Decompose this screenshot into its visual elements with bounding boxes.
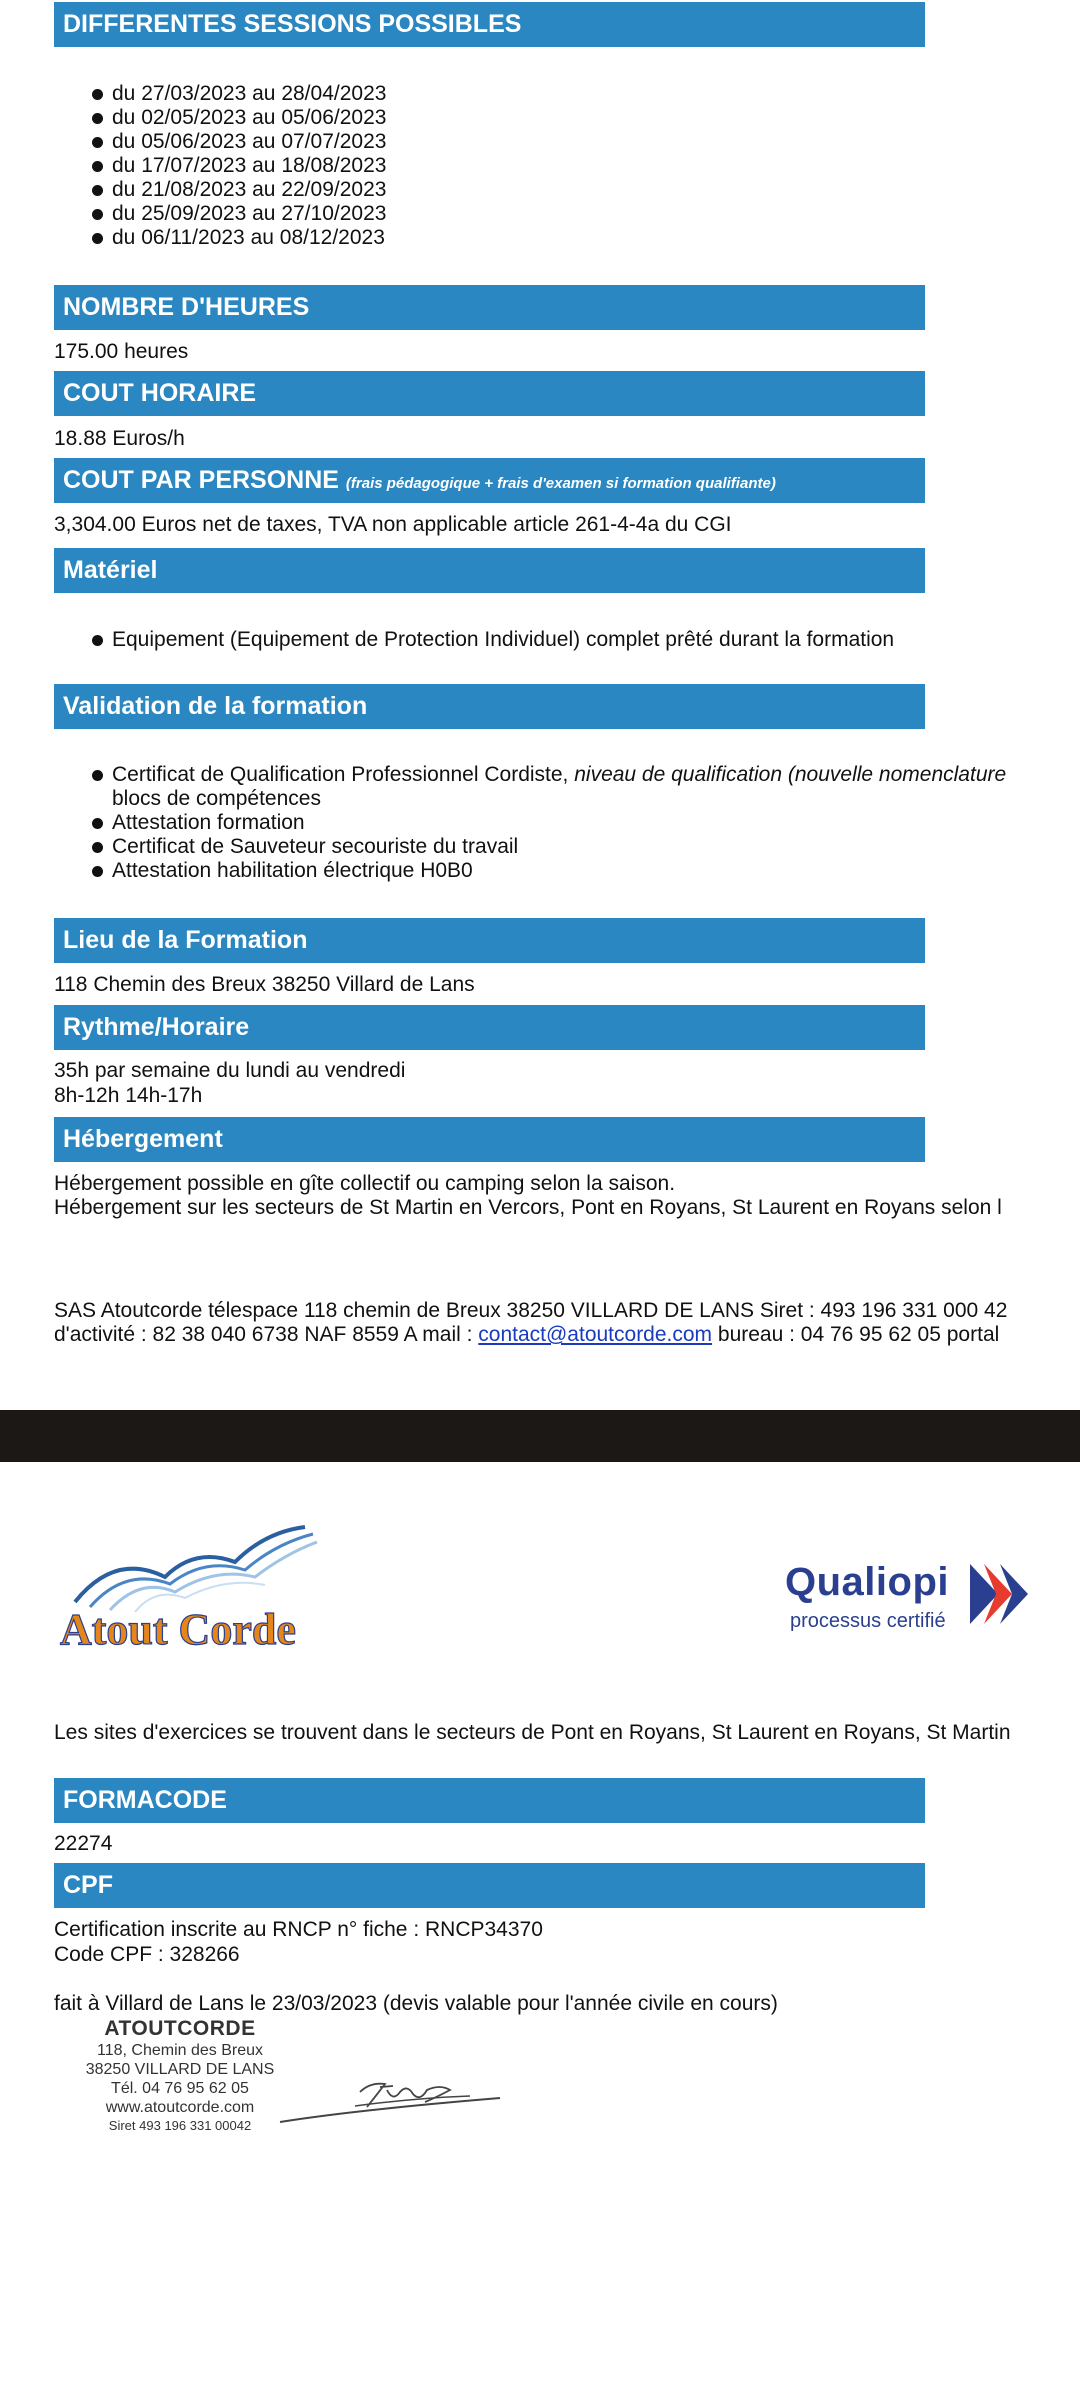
- session-item: du 27/03/2023 au 28/04/2023: [92, 82, 386, 106]
- footer-line-2-start: d'activité : 82 38 040 6738 NAF 8559 A mail :: [54, 1323, 479, 1346]
- footer-line-2-end: bureau : 04 76 95 62 05 portal: [712, 1323, 1000, 1346]
- stamp-line: www.atoutcorde.com: [105, 2099, 255, 2116]
- accommodation-line-2: Hébergement sur les secteurs de St Martin en Vercors, Pont en Royans, St Laurent en Royans selon l: [54, 1196, 1002, 1219]
- signature-date-text: fait à Villard de Lans le 23/03/2023 (devis valable pour l'année civile en cours): [54, 1992, 778, 2015]
- validation-item-main: Certificat de Qualification Professionnel Cordiste,: [112, 763, 575, 786]
- formacode-value: 22274: [54, 1832, 113, 1855]
- qualiopi-subtitle: processus certifié: [790, 1610, 946, 1632]
- stamp-line: Tél. 04 76 95 62 05: [111, 2080, 249, 2097]
- atout-corde-logo: [55, 1522, 345, 1652]
- stamp-title: ATOUTCORDE: [104, 2017, 256, 2040]
- equipment-item: Equipement (Equipement de Protection Individuel) complet prêté durant la formation: [92, 628, 894, 652]
- company-stamp: [70, 2017, 290, 2134]
- cost-per-person-header: [54, 458, 925, 503]
- session-item: du 05/06/2023 au 07/07/2023: [92, 130, 386, 154]
- session-item: du 02/05/2023 au 05/06/2023: [92, 106, 386, 130]
- exercise-sites-text: Les sites d'exercices se trouvent dans le secteurs de Pont en Royans, St Laurent en Royans, St Martin: [54, 1721, 1011, 1744]
- cost-per-person-subtitle: (frais pédagogique + frais d'examen si formation qualifiante): [345, 475, 776, 492]
- footer-email-link[interactable]: contact@atoutcorde.com: [478, 1323, 713, 1346]
- equipment-header: Matériel: [54, 548, 925, 593]
- session-item: du 17/07/2023 au 18/08/2023: [92, 154, 386, 178]
- session-item: du 21/08/2023 au 22/09/2023: [92, 178, 386, 202]
- qualiopi-word: Qualiopi: [785, 1560, 949, 1604]
- handwritten-signature: [275, 2062, 505, 2132]
- equipment-list: [92, 628, 894, 652]
- formacode-header: FORMACODE: [54, 1778, 925, 1823]
- hours-header: NOMBRE D'HEURES: [54, 285, 925, 330]
- cpf-header: CPF: [54, 1863, 925, 1908]
- schedule-header: Rythme/Horaire: [54, 1005, 925, 1050]
- accommodation-header: Hébergement: [54, 1117, 925, 1162]
- session-item: du 25/09/2023 au 27/10/2023: [92, 202, 386, 226]
- validation-item: Certificat de Sauveteur secouriste du travail: [92, 835, 1006, 859]
- validation-item-italic: niveau de qualification (nouvelle nomenclature: [574, 763, 1007, 786]
- validation-item: [92, 763, 1006, 811]
- accommodation-line-1: Hébergement possible en gîte collectif ou camping selon la saison.: [54, 1172, 676, 1195]
- cpf-line-1: Certification inscrite au RNCP n° fiche : RNCP34370: [54, 1918, 543, 1941]
- cpf-line-2: Code CPF : 328266: [54, 1943, 240, 1966]
- hourly-cost-header: COUT HORAIRE: [54, 371, 925, 416]
- page-separator: [0, 1410, 1080, 1462]
- validation-item: Attestation formation: [92, 811, 1006, 835]
- footer-line-2: [54, 1322, 999, 1347]
- cost-per-person-title: COUT PAR PERSONNE: [63, 466, 339, 494]
- schedule-line-2: 8h-12h 14h-17h: [54, 1084, 203, 1107]
- stamp-line: 118, Chemin des Breux: [96, 2042, 263, 2059]
- location-value: 118 Chemin des Breux 38250 Villard de Lans: [54, 973, 475, 996]
- qualiopi-logo: [785, 1560, 1045, 1640]
- validation-item: Attestation habilitation électrique H0B0: [92, 859, 1006, 883]
- hours-value: 175.00 heures: [54, 340, 189, 363]
- atout-corde-logo-text: Atout Corde: [60, 1605, 296, 1652]
- location-header: Lieu de la Formation: [54, 918, 925, 963]
- validation-header: Validation de la formation: [54, 684, 925, 729]
- qualiopi-flag-icon: [970, 1562, 1030, 1626]
- cost-per-person-value: 3,304.00 Euros net de taxes, TVA non applicable article 261-4-4a du CGI: [54, 513, 732, 536]
- validation-list: [92, 763, 1006, 883]
- validation-item-continuation: blocs de compétences: [112, 787, 321, 810]
- stamp-line: 38250 VILLARD DE LANS: [85, 2061, 275, 2078]
- hourly-cost-value: 18.88 Euros/h: [54, 427, 185, 450]
- sessions-header: DIFFERENTES SESSIONS POSSIBLES: [54, 2, 925, 47]
- stamp-line: Siret 493 196 331 00042: [108, 2118, 252, 2133]
- session-item: du 06/11/2023 au 08/12/2023: [92, 226, 386, 250]
- document-page-2: [0, 1462, 1080, 2408]
- footer-line-1: SAS Atoutcorde télespace 118 chemin de Breux 38250 VILLARD DE LANS Siret : 493 196 331 000 42: [54, 1299, 1008, 1322]
- schedule-line-1: 35h par semaine du lundi au vendredi: [54, 1059, 406, 1082]
- sessions-list: [92, 82, 386, 250]
